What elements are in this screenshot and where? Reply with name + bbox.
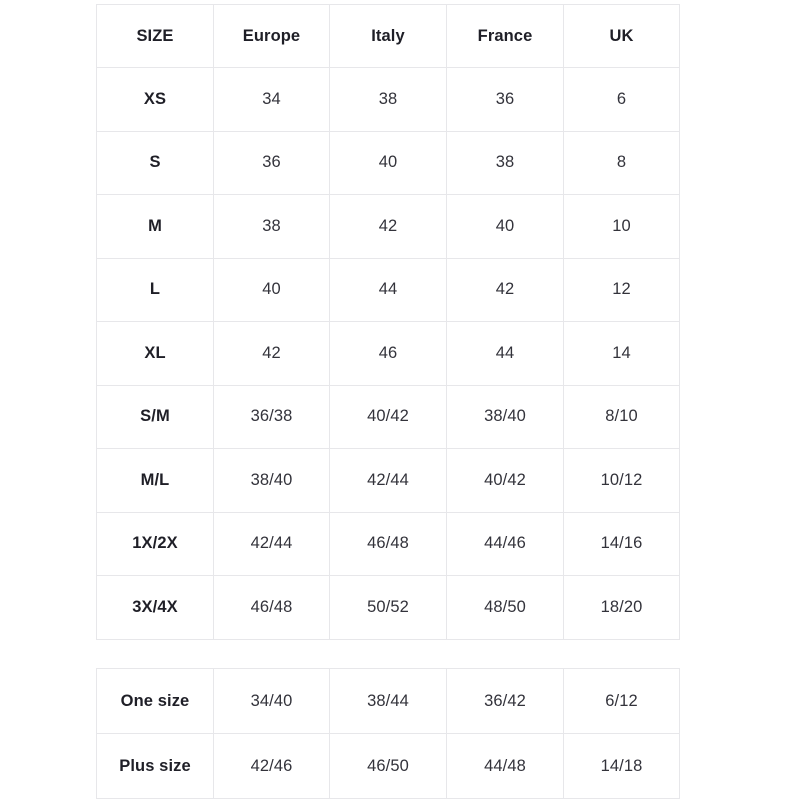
column-header-france: France — [447, 5, 564, 68]
table-row — [97, 195, 680, 259]
table-row — [97, 734, 680, 799]
table-row — [97, 68, 680, 132]
cell-europe: 40 — [214, 258, 330, 322]
cell-uk: 14/18 — [564, 734, 680, 799]
cell-italy: 44 — [330, 258, 447, 322]
cell-europe: 34/40 — [214, 669, 330, 734]
column-header-italy: Italy — [330, 5, 447, 68]
row-label: M — [97, 195, 214, 259]
main-size-table-container — [96, 4, 679, 640]
cell-italy: 46 — [330, 322, 447, 386]
cell-europe: 36/38 — [214, 385, 330, 449]
table-body — [97, 669, 680, 799]
cell-france: 44/46 — [447, 512, 564, 576]
cell-uk: 14 — [564, 322, 680, 386]
cell-italy: 38 — [330, 68, 447, 132]
column-header-europe: Europe — [214, 5, 330, 68]
table-row — [97, 512, 680, 576]
cell-france: 38/40 — [447, 385, 564, 449]
cell-uk: 6/12 — [564, 669, 680, 734]
cell-italy: 46/50 — [330, 734, 447, 799]
cell-italy: 42/44 — [330, 449, 447, 513]
cell-italy: 50/52 — [330, 576, 447, 640]
cell-uk: 10 — [564, 195, 680, 259]
one-size-table-container — [96, 668, 679, 799]
row-label: S/M — [97, 385, 214, 449]
cell-france: 42 — [447, 258, 564, 322]
cell-europe: 42 — [214, 322, 330, 386]
cell-europe: 42/46 — [214, 734, 330, 799]
cell-france: 36 — [447, 68, 564, 132]
table-header — [97, 5, 680, 68]
cell-france: 44 — [447, 322, 564, 386]
column-header-uk: UK — [564, 5, 680, 68]
cell-uk: 18/20 — [564, 576, 680, 640]
table-body — [97, 68, 680, 640]
cell-europe: 34 — [214, 68, 330, 132]
cell-uk: 12 — [564, 258, 680, 322]
table-header-row — [97, 5, 680, 68]
table-row — [97, 449, 680, 513]
cell-uk: 10/12 — [564, 449, 680, 513]
cell-uk: 8/10 — [564, 385, 680, 449]
cell-europe: 36 — [214, 131, 330, 195]
row-label: M/L — [97, 449, 214, 513]
cell-france: 48/50 — [447, 576, 564, 640]
cell-uk: 14/16 — [564, 512, 680, 576]
main-size-table — [96, 4, 680, 640]
table-row — [97, 131, 680, 195]
table-row — [97, 385, 680, 449]
cell-france: 40/42 — [447, 449, 564, 513]
cell-uk: 8 — [564, 131, 680, 195]
row-label: S — [97, 131, 214, 195]
cell-france: 38 — [447, 131, 564, 195]
row-label: L — [97, 258, 214, 322]
table-row — [97, 322, 680, 386]
row-label: 1X/2X — [97, 512, 214, 576]
column-header-size: SIZE — [97, 5, 214, 68]
row-label: 3X/4X — [97, 576, 214, 640]
row-label: One size — [97, 669, 214, 734]
one-size-table — [96, 668, 680, 799]
cell-italy: 38/44 — [330, 669, 447, 734]
cell-uk: 6 — [564, 68, 680, 132]
table-row — [97, 669, 680, 734]
row-label: Plus size — [97, 734, 214, 799]
cell-france: 36/42 — [447, 669, 564, 734]
cell-europe: 42/44 — [214, 512, 330, 576]
cell-france: 40 — [447, 195, 564, 259]
cell-europe: 38/40 — [214, 449, 330, 513]
row-label: XS — [97, 68, 214, 132]
cell-italy: 40 — [330, 131, 447, 195]
row-label: XL — [97, 322, 214, 386]
cell-france: 44/48 — [447, 734, 564, 799]
table-row — [97, 576, 680, 640]
cell-italy: 40/42 — [330, 385, 447, 449]
cell-italy: 42 — [330, 195, 447, 259]
table-row — [97, 258, 680, 322]
cell-italy: 46/48 — [330, 512, 447, 576]
cell-europe: 46/48 — [214, 576, 330, 640]
cell-europe: 38 — [214, 195, 330, 259]
